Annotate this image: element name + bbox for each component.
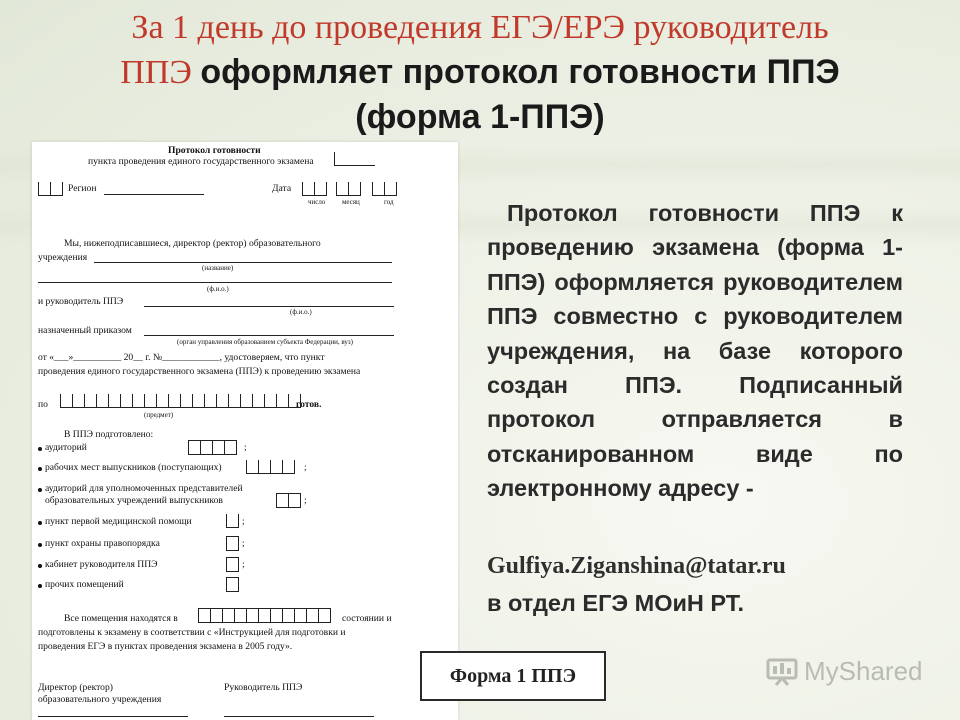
bullet: [38, 467, 42, 471]
department-text: в отдел ЕГЭ МОиН РТ.: [487, 590, 745, 616]
semicolon: ;: [304, 462, 307, 473]
bullet: [38, 564, 42, 568]
instruction-line-1: подготовлены к экзамену в соответствии с «Инструкцией для подготовки и: [38, 627, 346, 638]
director-signature-line: [38, 716, 188, 717]
date-day-cells: [302, 182, 327, 196]
region-line: [104, 194, 204, 195]
director-signature-label: Директор (ректор): [38, 682, 113, 693]
item-workplaces: рабочих мест выпускников (поступающих): [45, 462, 222, 473]
date-label: Дата: [272, 183, 292, 194]
body-paragraph: Протокол готовности ППЭ к проведению экзамена (форма 1-ППЭ) оформляется руководителем ППЭ совместно с руководителем учреждения, на базе которого создан ППЭ. Подписанный протокол отправляется в отсканированном виде по электронному адресу -: [487, 200, 903, 502]
title-line-2: [40, 50, 920, 95]
bullet: [38, 447, 42, 451]
region-cells: [38, 182, 63, 196]
bullet: [38, 584, 42, 588]
email-address: Gulfiya.Ziganshina@tatar.ru: [487, 553, 786, 579]
date-month-cells: [336, 182, 361, 196]
all-rooms-label: Все помещения находятся в: [64, 613, 178, 624]
fio-caption-1: (ф.и.о.): [207, 285, 229, 293]
item-rep-rooms-2: образовательных учреждений выпускников: [45, 495, 223, 506]
instruction-line-2: проведения ЕГЭ в пунктах проведения экзамена в 2005 году».: [38, 641, 293, 652]
item-auditoriums: аудиторий: [45, 442, 87, 453]
semicolon: ;: [242, 538, 245, 549]
watermark-text: MyShared: [804, 656, 923, 686]
month-caption: месяц: [342, 198, 360, 206]
item-security: пункт охраны правопорядка: [45, 538, 160, 549]
title-bold-text: оформляет протокол готовности ППЭ: [200, 53, 840, 91]
bullet: [38, 488, 42, 492]
title-line-1: За 1 день до проведения ЕГЭ/ЕРЭ руководитель: [131, 9, 829, 46]
ready-label: готов.: [296, 399, 322, 410]
fio-caption-2: (ф.и.о.): [290, 308, 312, 316]
security-cells: [226, 536, 239, 551]
institution-line: [94, 262, 392, 263]
director-line: [38, 282, 392, 283]
head-office-cells: [226, 557, 239, 572]
item-medical: пункт первой медицинской помощи: [45, 516, 192, 527]
form-subheading: пункта проведения единого государственного экзамена: [88, 156, 314, 167]
date-number-line: от «___»__________ 20__ г. №____________, удостоверяем, что пункт: [38, 352, 325, 363]
subject-caption: (предмет): [144, 411, 174, 419]
date-year-cells: [372, 182, 397, 196]
other-rooms-cells: [226, 577, 239, 592]
institution-label: учреждения: [38, 252, 88, 263]
day-caption: число: [308, 198, 326, 206]
ppe-exam-line: проведения единого государственного экзамена (ППЭ) к проведению экзамена: [38, 366, 361, 377]
form-badge: Форма 1 ППЭ: [420, 651, 606, 701]
rep-rooms-cells: [276, 493, 301, 508]
semicolon: ;: [242, 559, 245, 570]
org-caption: (орган управления образованием субъекта Федерации, вуз): [177, 338, 353, 346]
form-code-box: [334, 152, 375, 166]
subject-cells: [60, 394, 301, 408]
prepared-label: В ППЭ подготовлено:: [64, 429, 154, 440]
title-red-word: ППЭ: [120, 54, 192, 91]
semicolon: ;: [304, 495, 307, 506]
title-line-3: (форма 1-ППЭ): [355, 98, 605, 136]
name-caption: (название): [202, 264, 234, 272]
form-heading: Протокол готовности: [168, 145, 261, 156]
semicolon: ;: [244, 442, 247, 453]
auditoriums-cells: [188, 440, 237, 455]
body-text: [487, 196, 903, 506]
subject-label: по: [38, 399, 48, 410]
ppe-head-signature-line: [224, 716, 374, 717]
ppe-head-line: [144, 306, 394, 307]
ppe-head-signature-label: Руководитель ППЭ: [224, 682, 303, 693]
item-other-rooms: прочих помещений: [45, 579, 124, 590]
bullet: [38, 543, 42, 547]
form-document: [32, 142, 458, 720]
director-signature-label-2: образовательного учреждения: [38, 694, 162, 705]
item-rep-rooms: аудиторий для уполномоченных представителей: [45, 483, 243, 494]
semicolon: ;: [242, 516, 245, 527]
appointed-label: назначенный приказом: [38, 325, 132, 336]
medical-cells: [226, 514, 239, 528]
watermark-logo: [766, 656, 923, 687]
bullet: [38, 521, 42, 525]
state-label: состоянии и: [342, 613, 392, 624]
region-label: Регион: [68, 183, 97, 194]
presentation-screen-icon: [766, 658, 798, 686]
form-paragraph-1: Мы, нижеподписавшиеся, директор (ректор) образовательного: [64, 238, 321, 249]
appointed-line: [144, 335, 394, 336]
ppe-head-label: и руководитель ППЭ: [38, 296, 124, 307]
item-head-office: кабинет руководителя ППЭ: [45, 559, 158, 570]
slide-title: [40, 6, 920, 139]
workplaces-cells: [246, 460, 295, 474]
year-caption: год: [384, 198, 394, 206]
state-cells: [198, 608, 331, 623]
